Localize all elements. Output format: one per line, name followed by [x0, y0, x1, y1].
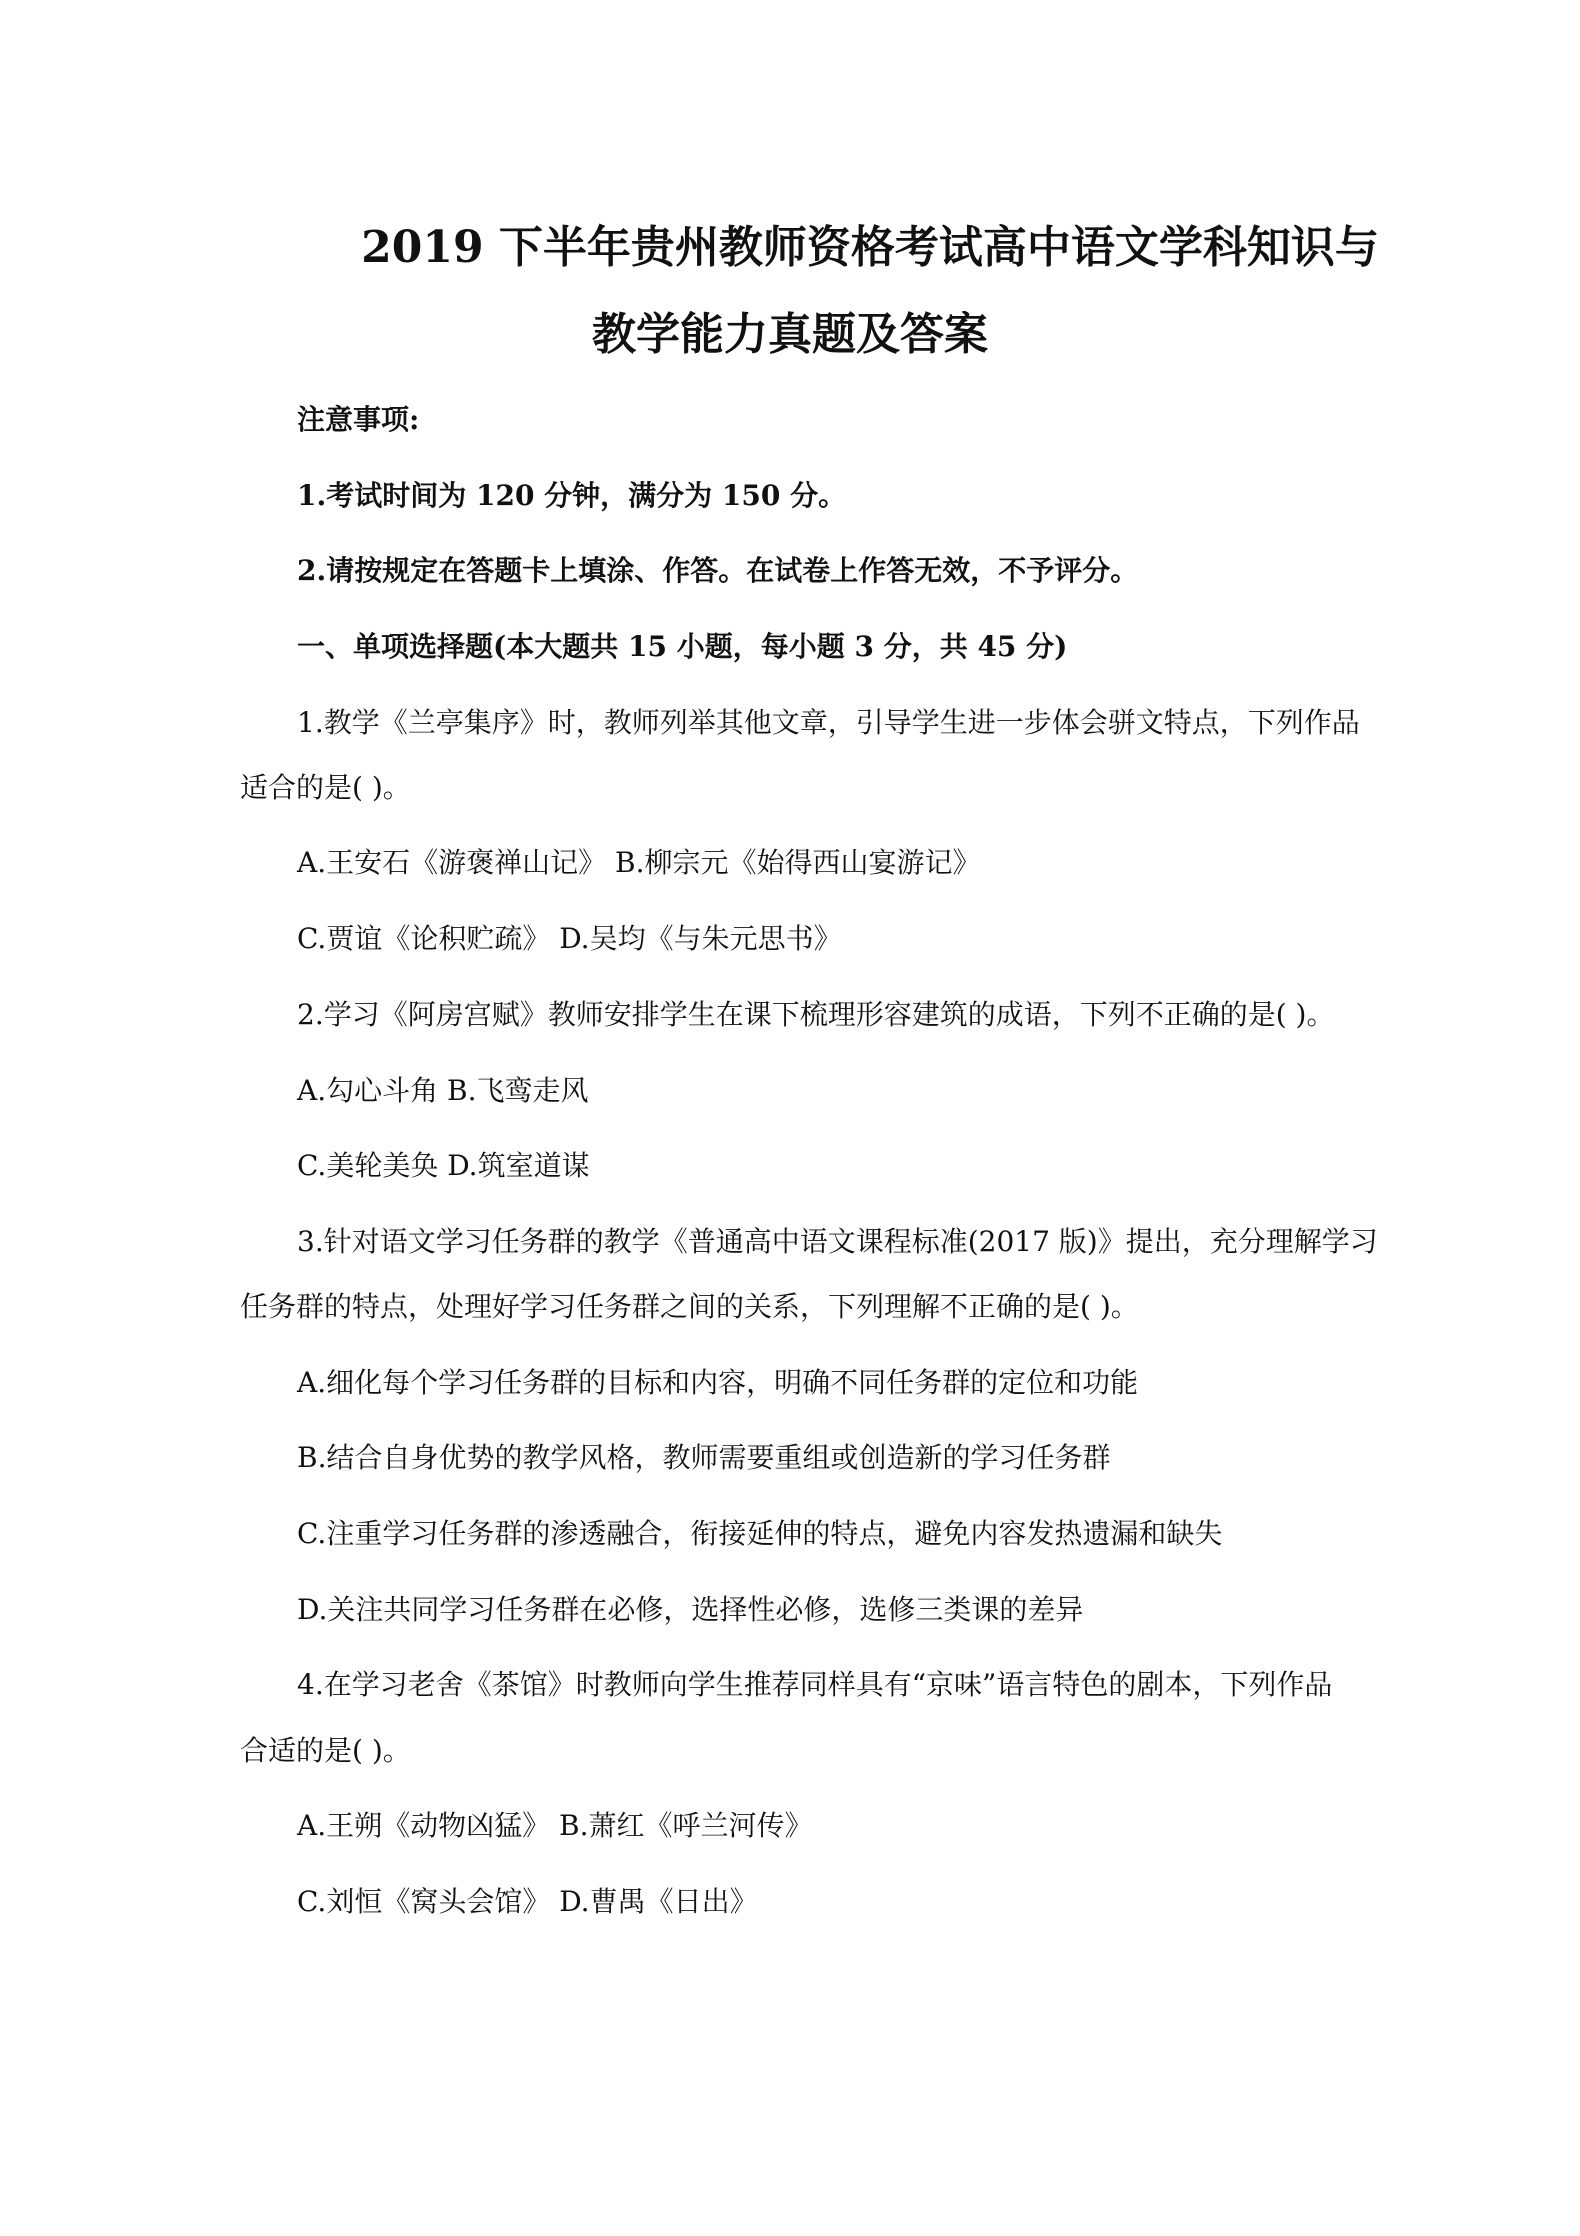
- document-title-line-2: 教学能力真题及答案: [592, 309, 988, 360]
- question-4-options-line-2: C.刘恒《窝头会馆》 D.曹禺《日出》: [297, 1885, 758, 1918]
- notice-item-2: 2.请按规定在答题卡上填涂、作答。在试卷上作答无效，不予评分。: [297, 554, 1139, 587]
- notice-heading: 注意事项:: [297, 403, 420, 436]
- question-1-stem-line-1: 1.教学《兰亭集序》时，教师列举其他文章，引导学生进一步体会骈文特点，下列作品: [297, 706, 1360, 739]
- question-4-options-line-1: A.王朔《动物凶猛》 B.萧红《呼兰河传》: [297, 1809, 813, 1842]
- notice-item-1: 1.考试时间为 120 分钟，满分为 150 分。: [297, 479, 847, 512]
- document-title-line-1: 2019 下半年贵州教师资格考试高中语文学科知识与: [361, 222, 1379, 273]
- question-1-options-line-1: A.王安石《游褒禅山记》 B.柳宗元《始得西山宴游记》: [297, 846, 981, 879]
- section-heading: 一、单项选择题(本大题共 15 小题，每小题 3 分，共 45 分): [297, 630, 1068, 663]
- question-4-stem-line-1: 4.在学习老舍《茶馆》时教师向学生推荐同样具有“京味”语言特色的剧本，下列作品: [297, 1668, 1333, 1701]
- question-2-options-line-1: A.勾心斗角 B.飞鸾走风: [297, 1074, 589, 1107]
- question-2-options-line-2: C.美轮美奂 D.筑室道谋: [297, 1149, 590, 1182]
- question-4-stem-line-2: 合适的是( )。: [240, 1734, 411, 1767]
- question-3-option-c: C.注重学习任务群的渗透融合，衔接延伸的特点，避免内容发热遗漏和缺失: [297, 1517, 1223, 1550]
- question-1-stem-line-2: 适合的是( )。: [240, 771, 411, 804]
- question-1-options-line-2: C.贾谊《论积贮疏》 D.吴均《与朱元思书》: [297, 922, 842, 955]
- question-3-option-d: D.关注共同学习任务群在必修，选择性必修，选修三类课的差异: [297, 1593, 1084, 1626]
- question-3-stem-line-1: 3.针对语文学习任务群的教学《普通高中语文课程标准(2017 版)》提出，充分理解学习: [297, 1225, 1378, 1258]
- question-3-option-b: B.结合自身优势的教学风格，教师需要重组或创造新的学习任务群: [297, 1441, 1111, 1474]
- question-2-stem: 2.学习《阿房宫赋》教师安排学生在课下梳理形容建筑的成语，下列不正确的是( )。: [297, 998, 1335, 1031]
- question-3-option-a: A.细化每个学习任务群的目标和内容，明确不同任务群的定位和功能: [297, 1366, 1139, 1399]
- question-3-stem-line-2: 任务群的特点，处理好学习任务群之间的关系，下列理解不正确的是( )。: [240, 1290, 1139, 1323]
